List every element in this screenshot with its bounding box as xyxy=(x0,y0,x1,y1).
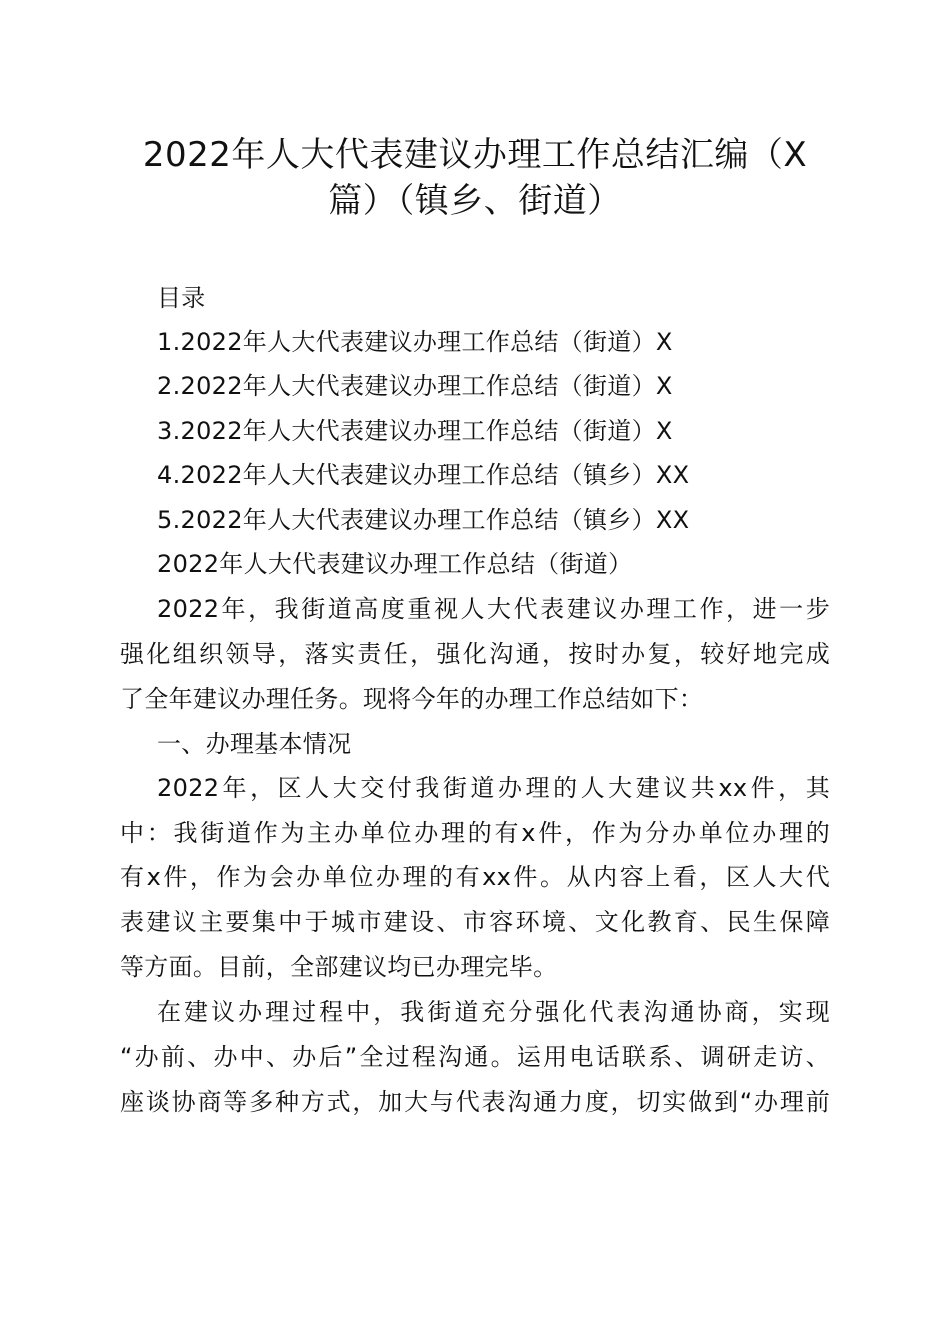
title-line-1: 2022年人大代表建议办理工作总结汇编（X xyxy=(142,135,808,175)
para1-line-1: 2022年，我街道高度重视人大代表建议办理工作，进一步 xyxy=(157,595,830,623)
article-title: 2022年人大代表建议办理工作总结（街道） xyxy=(157,550,633,578)
toc-item-4: 4.2022年人大代表建议办理工作总结（镇乡）XX xyxy=(157,461,690,489)
toc-item-2: 2.2022年人大代表建议办理工作总结（街道）X xyxy=(157,372,673,400)
toc-item-5: 5.2022年人大代表建议办理工作总结（镇乡）XX xyxy=(157,506,690,534)
para1-line-2: 强化组织领导，落实责任，强化沟通，按时办复，较好地完成 xyxy=(120,640,830,668)
para2-line-1: 2022年，区人大交付我街道办理的人大建议共xx件，其 xyxy=(157,774,830,802)
para1-line-3: 了全年建议办理任务。现将今年的办理工作总结如下： xyxy=(120,685,704,713)
para2-line-2: 中：我街道作为主办单位办理的有x件，作为分办单位办理的 xyxy=(120,819,830,847)
para2-line-5: 等方面。目前，全部建议均已办理完毕。 xyxy=(120,953,558,981)
toc-heading: 目录 xyxy=(157,284,206,312)
para2-line-4: 表建议主要集中于城市建设、市容环境、文化教育、民生保障 xyxy=(120,908,830,936)
toc-item-3: 3.2022年人大代表建议办理工作总结（街道）X xyxy=(157,417,673,445)
para3-line-2: “办前、办中、办后”全过程沟通。运用电话联系、调研走访、 xyxy=(120,1043,830,1071)
document-title xyxy=(110,132,840,224)
para3-line-1: 在建议办理过程中，我街道充分强化代表沟通协商，实现 xyxy=(157,998,830,1026)
para2-line-3: 有x件，作为会办单位办理的有xx件。从内容上看，区人大代 xyxy=(120,863,830,891)
toc-item-1: 1.2022年人大代表建议办理工作总结（街道）X xyxy=(157,328,673,356)
title-line-2: 篇）（镇乡、街道） xyxy=(328,181,622,221)
para3-line-3: 座谈协商等多种方式，加大与代表沟通力度，切实做到“办理前 xyxy=(120,1088,830,1116)
section1-heading: 一、办理基本情况 xyxy=(157,730,352,758)
